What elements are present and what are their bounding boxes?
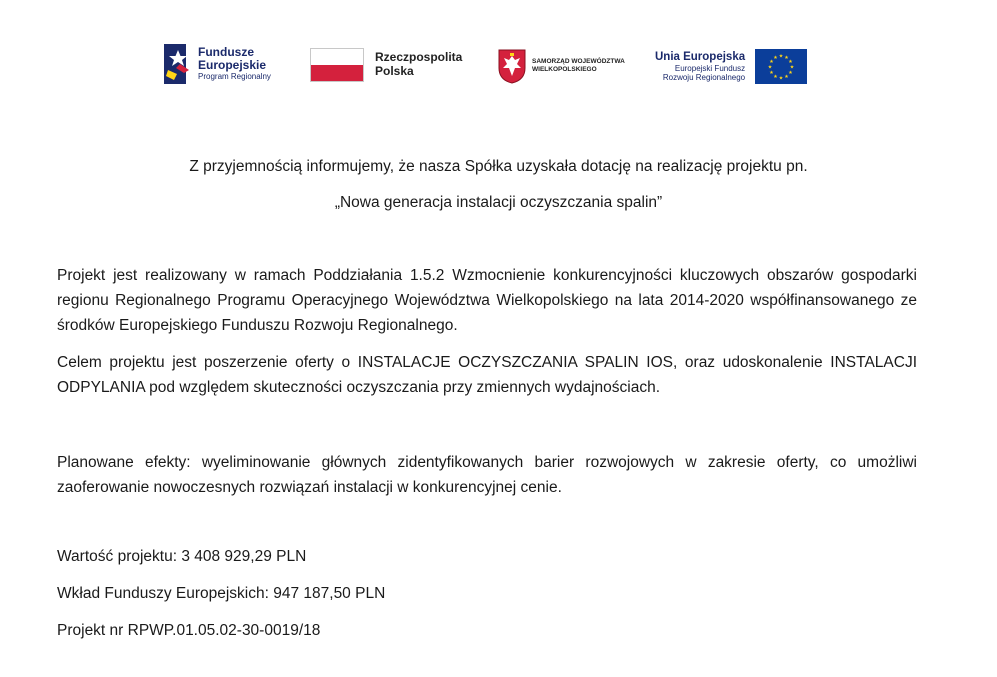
- wielkopolska-coat-of-arms-icon: [497, 48, 527, 84]
- paragraph-effects: Planowane efekty: wyeliminowanie głównych zidentyfikowanych barier rozwojowych w zakresie oferty, co umożliwi zaoferowanie nowoczesnych rozwiązań instalacji w konkurencyjnej cenie.: [57, 454, 917, 496]
- fundusze-europejskie-logo: [164, 40, 271, 88]
- eu-contribution: Wkład Funduszy Europejskich: 947 187,50 PLN: [57, 585, 386, 602]
- svg-text:★: ★: [778, 75, 784, 82]
- svg-text:★: ★: [788, 59, 793, 65]
- unia-europejska-text: [655, 51, 745, 83]
- svg-text:★: ★: [773, 55, 778, 61]
- rzeczpospolita-polska-text: [375, 51, 462, 79]
- polish-flag-icon: [310, 48, 364, 82]
- ue-sub-line1: Europejski Fundusz: [674, 63, 746, 73]
- rp-line1: Rzeczpospolita: [375, 50, 463, 65]
- ue-name: Unia Europejska: [655, 50, 746, 63]
- svg-text:★: ★: [788, 70, 793, 76]
- svg-text:★: ★: [784, 74, 789, 80]
- project-number: Projekt nr RPWP.01.05.02-30-0019/18: [57, 622, 321, 639]
- rp-line2: Polska: [375, 64, 414, 78]
- rzeczpospolita-polska-logo: [310, 48, 462, 82]
- samorzad-wojewodztwa-text: [532, 58, 625, 74]
- fe-name-line2: Europejskie: [198, 57, 267, 72]
- eu-flag-icon: [755, 49, 807, 84]
- svg-text:★: ★: [773, 74, 778, 80]
- unia-europejska-logo: [655, 49, 807, 84]
- svg-text:★: ★: [784, 55, 789, 61]
- sw-line1: SAMORZĄD WOJEWÓDZTWA: [532, 58, 625, 66]
- ue-sub-line2: Rozwoju Regionalnego: [662, 73, 746, 83]
- svg-text:★: ★: [769, 59, 774, 65]
- paragraph-goal: Celem projektu jest poszerzenie oferty o INSTALACJE OCZYSZCZANIA SPALIN IOS, oraz udoskonalenie INSTALACJI ODPYLANIA pod względem skuteczności oczyszczania przy zmiennych wydajnościach.: [57, 354, 917, 396]
- fe-name-line1: Fundusze: [198, 45, 254, 60]
- svg-text:★: ★: [789, 64, 795, 71]
- svg-text:★: ★: [767, 64, 773, 71]
- svg-text:★: ★: [778, 53, 784, 60]
- project-value: Wartość projektu: 3 408 929,29 PLN: [57, 548, 307, 565]
- sw-line2: WIELKOPOLSKIEGO: [532, 66, 597, 73]
- fundusze-europejskie-star-icon: [164, 40, 192, 88]
- svg-text:★: ★: [769, 70, 774, 76]
- intro-text: Z przyjemnością informujemy, że nasza Spółka uzyskała dotację na realizację projektu pn.: [189, 158, 808, 175]
- logo-bar: [0, 40, 997, 92]
- fundusze-europejskie-text: [198, 46, 271, 82]
- samorzad-wojewodztwa-logo: [497, 48, 625, 84]
- fe-subtitle: Program Regionalny: [198, 72, 271, 82]
- project-title: „Nowa generacja instalacji oczyszczania spalin”: [334, 194, 663, 211]
- paragraph-program: Projekt jest realizowany w ramach Poddziałania 1.5.2 Wzmocnienie konkurencyjności kluczowych obszarów gospodarki regionu Regionalnego Programu Operacyjnego Województwa Wielkopolskiego na lata 2014-2020 współfinansowanego ze środków Europejskiego Funduszu Rozwoju Regionalnego.: [57, 267, 917, 334]
